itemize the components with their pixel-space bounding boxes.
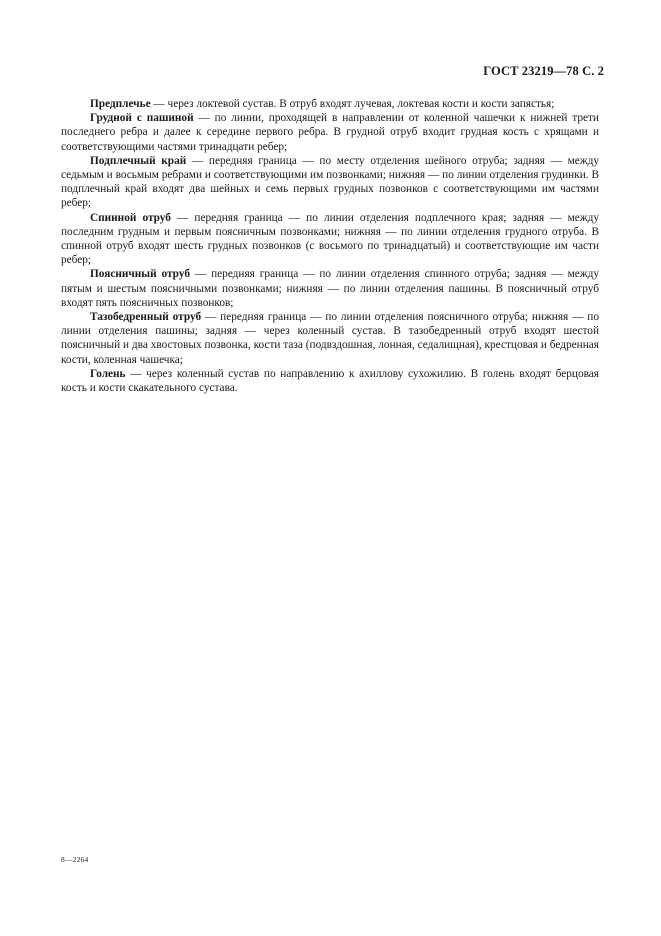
term-hindquarter: Тазобедренный отруб bbox=[90, 311, 202, 324]
paragraph-text: — передняя граница — по линии отделения спинного отруба; задняя — между пятым и шестым поясничными позвонками; нижняя — по линии отделения пашины. В поясничный отруб входят пять поясничных позвонков; bbox=[61, 268, 599, 309]
paragraph-text: — передняя граница — по линии отделения подплечного края; задняя — между последним грудным и первым поясничным позвонками; нижняя — по линии отделения грудного отруба. В спинной отруб входят шесть грудных позвонков (с восьмого по тринадцатый) и соответствующие им части ребер; bbox=[61, 211, 599, 267]
paragraph-text: — через коленный сустав по направлению к ахиллову сухожилию. В голень входят берцовая кость и кости скакательного сустава. bbox=[61, 367, 599, 395]
paragraph-loin bbox=[61, 267, 599, 310]
paragraph-forearm bbox=[61, 97, 599, 111]
term-back: Спинной отруб bbox=[90, 211, 171, 224]
term-loin: Поясничный отруб bbox=[90, 268, 190, 281]
paragraph-brisket bbox=[61, 111, 599, 154]
page-header: ГОСТ 23219—78 С. 2 bbox=[483, 64, 604, 78]
document-body bbox=[61, 97, 599, 395]
paragraph-text: — по линии, проходящей в направлении от коленной чашечки к нижней трети последнего ребра и далее к середине первого ребра. В грудной отруб входит грудная кость с хрящами и соответствующими частями тринадцати ребер; bbox=[61, 112, 599, 153]
paragraph-shank bbox=[61, 367, 599, 395]
term-chuck: Подплечный край bbox=[90, 154, 187, 167]
paragraph-chuck bbox=[61, 154, 599, 211]
print-order-code: 8—2264 bbox=[61, 855, 89, 864]
paragraph-hindquarter bbox=[61, 310, 599, 367]
term-forearm: Предплечье bbox=[90, 98, 151, 110]
paragraph-text: — передняя граница — по месту отделения шейного отруба; задняя — между седьмым и восьмым ребрами и соответствующими им позвонками; нижняя — по линии отделения грудинки. В подплечный край входят два шейных и семь первых грудных позвонков с соответствующими им частями ребер; bbox=[61, 154, 599, 210]
paragraph-back bbox=[61, 211, 599, 268]
term-brisket: Грудной с пашиной bbox=[90, 112, 194, 125]
term-shank: Голень bbox=[90, 367, 126, 380]
paragraph-text: — через локтевой сустав. В отруб входят лучевая, локтевая кости и кости запястья; bbox=[150, 98, 555, 110]
paragraph-text: — передняя граница — по линии отделения поясничного отруба; нижняя — по линии отделения пашины; задняя — через коленный сустав. В тазобедренный отруб входят шестой поясничный и два хвостовых позвонка, кости таза (подвздошная, лонная, седалищная), крестцовая и бедренная кости, коленная чашечка; bbox=[61, 311, 599, 366]
